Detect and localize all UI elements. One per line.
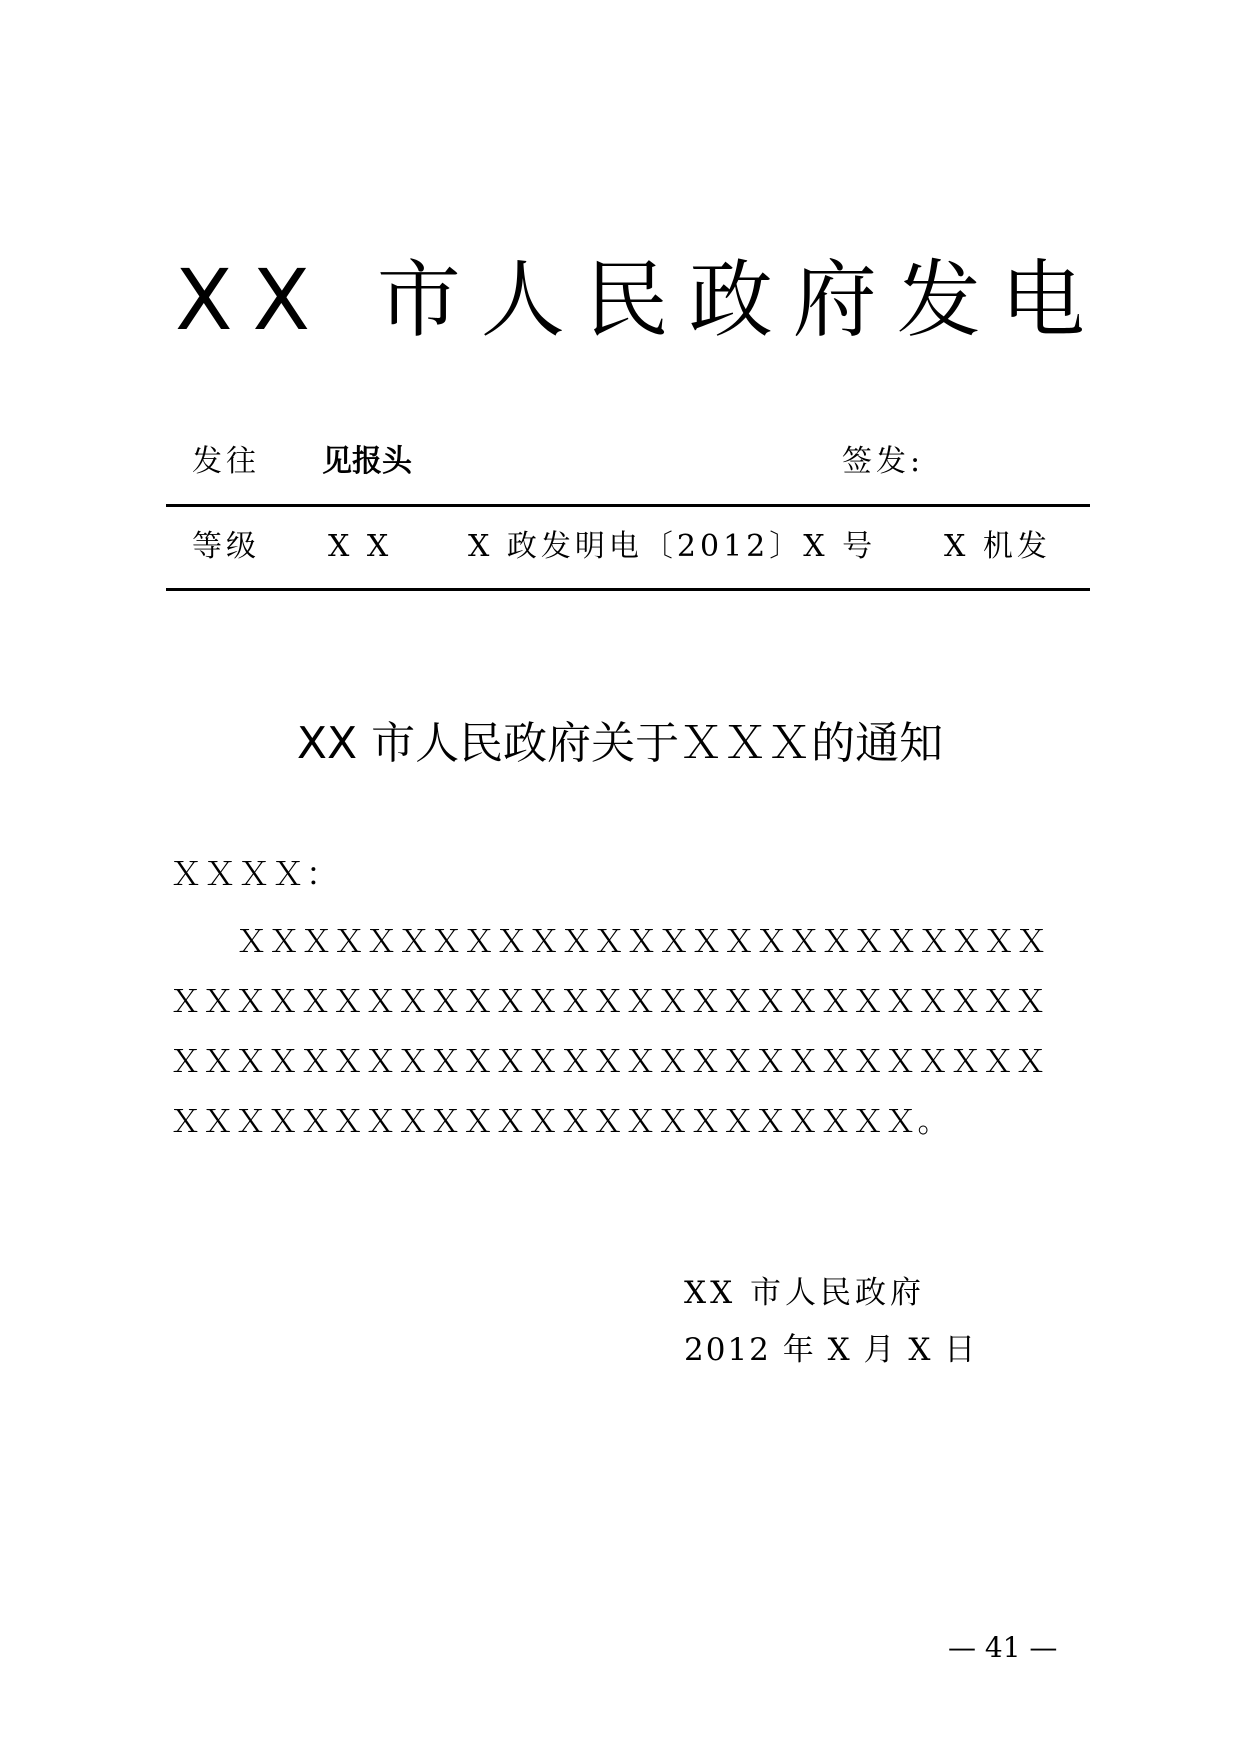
notice-title: XX 市人民政府关于ＸＸＸ的通知	[296, 718, 944, 769]
sign-label: 签发:	[842, 444, 925, 479]
salutation: ＸＸＸＸ：	[170, 855, 341, 893]
page-number: — 41 —	[948, 1631, 1058, 1664]
header-divider-bottom	[166, 588, 1090, 591]
level-value: X X	[328, 529, 393, 564]
body-paragraph-line: ＸＸＸＸＸＸＸＸＸＸＸＸＸＸＸＸＸＸＸＸＸＸＸＸＸＸＸ	[170, 1044, 1048, 1080]
body-paragraph-line: ＸＸＸＸＸＸＸＸＸＸＸＸＸＸＸＸＸＸＸＸＸＸＸ。	[170, 1104, 950, 1140]
send-to-label: 发往	[192, 444, 260, 479]
document-header-title: XX 市人民政府发电	[175, 251, 1105, 349]
issuing-office: X 机发	[944, 529, 1051, 564]
signature-date: 2012 年 X 月 X 日	[684, 1332, 978, 1368]
body-paragraph-line: ＸＸＸＸＸＸＸＸＸＸＸＸＸＸＸＸＸＸＸＸＸＸＸＸＸＸＸ	[170, 984, 1048, 1020]
notice-body	[170, 912, 1070, 1152]
signature-organization: XX 市人民政府	[684, 1275, 925, 1311]
document-number: X 政发明电〔2012〕X 号	[468, 529, 877, 564]
level-label: 等级	[192, 529, 260, 564]
send-to-value: 见报头	[322, 444, 412, 479]
body-paragraph-line: ＸＸＸＸＸＸＸＸＸＸＸＸＸＸＸＸＸＸＸＸＸＸＸＸＸ	[236, 924, 1049, 960]
header-divider-top	[166, 504, 1090, 507]
